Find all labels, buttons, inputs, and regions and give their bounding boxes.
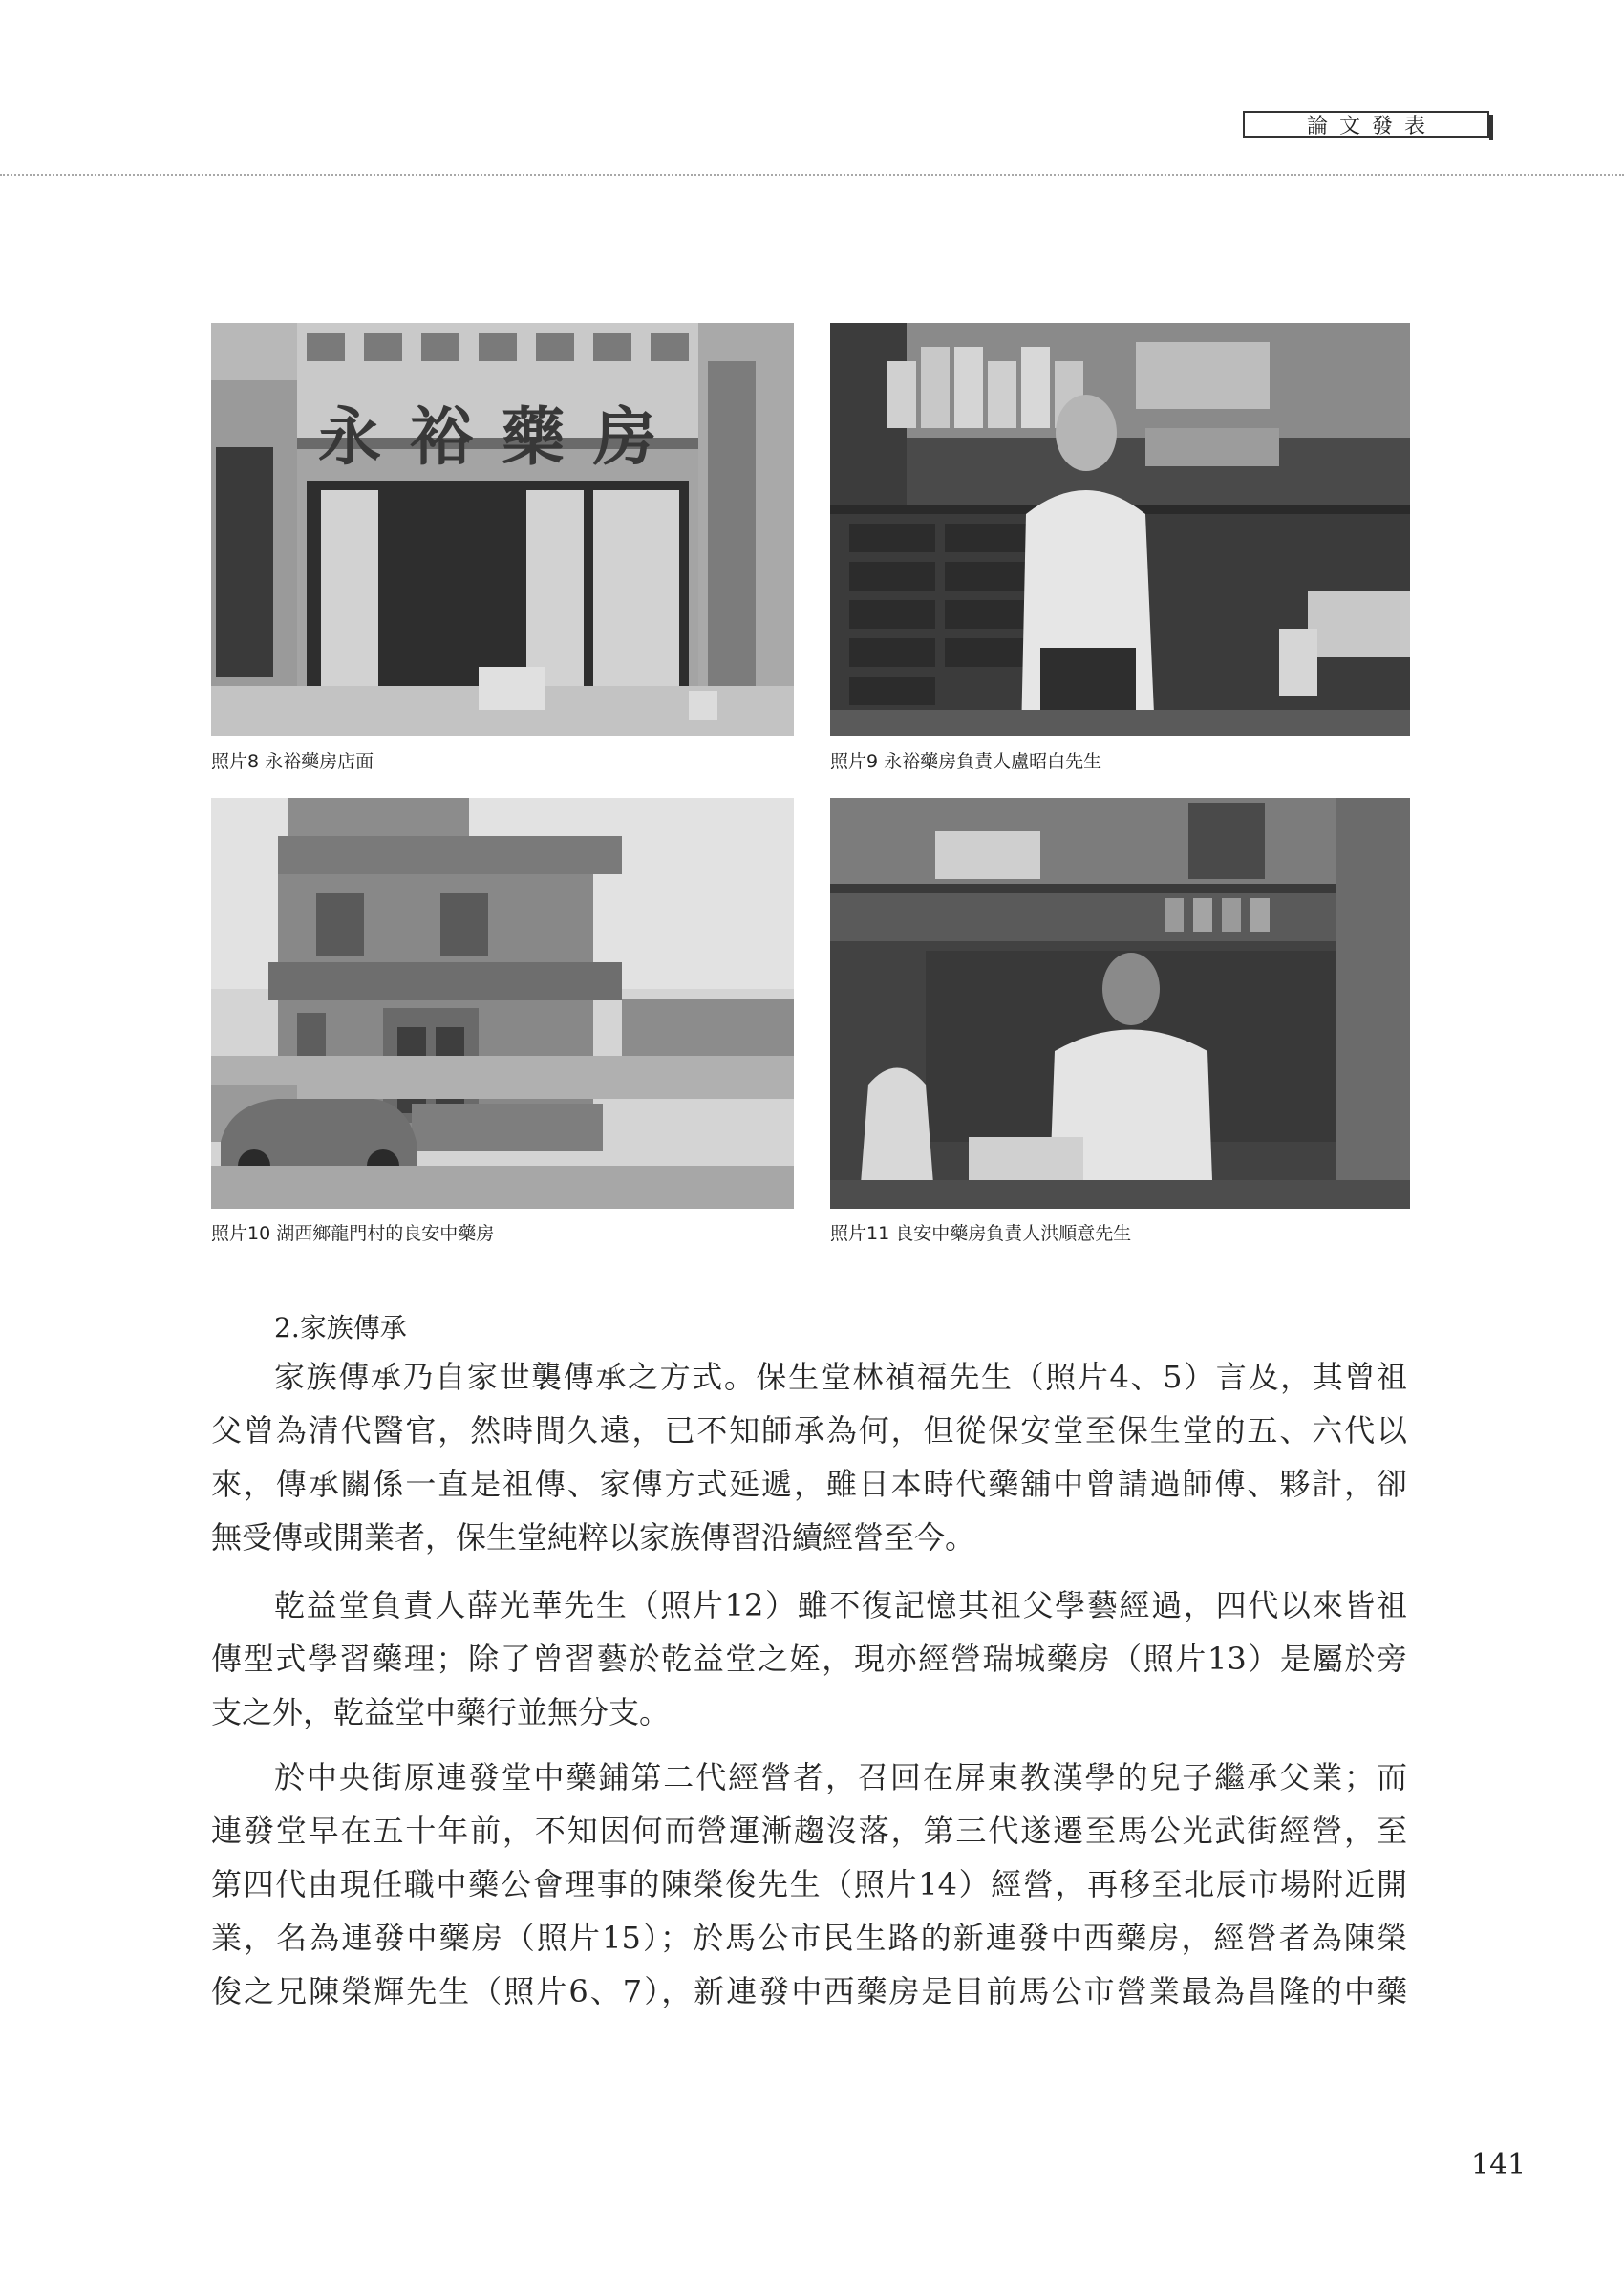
storefront-sign: 永裕藥房 xyxy=(318,399,685,474)
section-label-box xyxy=(1243,111,1489,138)
page-number: 141 xyxy=(1471,2148,1527,2181)
paragraph-3-line-5: 俊之兄陳榮輝先生（照片6、7），新連發中西藥房是目前馬公市營業最為昌隆的中藥 xyxy=(211,1973,1407,2009)
paragraph-1-line-3: 來，傳承關係一直是祖傳、家傳方式延遞，雖日本時代藥舖中曾請過師傅、夥計，卻 xyxy=(211,1466,1407,1502)
paragraph-2-line-1: 乾益堂負責人薛光華先生（照片12）雖不復記憶其祖父學藝經過，四代以來皆祖 xyxy=(274,1587,1407,1623)
photo-11-proprietor xyxy=(830,798,1410,1209)
paragraph-3-line-2: 連發堂早在五十年前，不知因何而營運漸趨沒落，第三代遂遷至馬公光武街經營，至 xyxy=(211,1813,1407,1849)
photo-11-caption: 照片11 良安中藥房負責人洪順意先生 xyxy=(830,1223,1132,1244)
paragraph-3-line-1: 於中央街原連發堂中藥鋪第二代經營者，召回在屏東教漢學的兒子繼承父業；而 xyxy=(274,1759,1407,1795)
photo-8-caption: 照片8 永裕藥房店面 xyxy=(211,751,374,772)
section-label: 論文發表 xyxy=(1306,114,1437,139)
paragraph-1-line-1: 家族傳承乃自家世襲傳承之方式。保生堂林禎福先生（照片4、5）言及，其曾祖 xyxy=(274,1359,1407,1395)
photo-9-caption: 照片9 永裕藥房負責人盧昭白先生 xyxy=(830,751,1102,772)
paragraph-3-line-3: 第四代由現任職中藥公會理事的陳榮俊先生（照片14）經營，再移至北辰市場附近開 xyxy=(211,1866,1407,1902)
paragraph-1-line-2: 父曾為清代醫官，然時間久遠，已不知師承為何，但從保安堂至保生堂的五、六代以 xyxy=(211,1412,1407,1449)
photo-8-storefront xyxy=(211,323,794,736)
paragraph-1-line-4: 無受傳或開業者，保生堂純粹以家族傳習沿續經營至今。 xyxy=(211,1519,976,1556)
photo-10-caption: 照片10 湖西鄉龍門村的良安中藥房 xyxy=(211,1223,495,1244)
paragraph-2-line-3: 支之外，乾益堂中藥行並無分支。 xyxy=(211,1694,671,1730)
paragraph-2-line-2: 傳型式學習藥理；除了曾習藝於乾益堂之姪，現亦經營瑞城藥房（照片13）是屬於旁 xyxy=(211,1641,1407,1677)
paragraph-3-line-4: 業，名為連發中藥房（照片15）；於馬公市民生路的新連發中西藥房，經營者為陳榮 xyxy=(211,1920,1407,1956)
section-heading: 2.家族傳承 xyxy=(274,1312,407,1343)
photo-9-proprietor xyxy=(830,323,1410,736)
photo-10-building xyxy=(211,798,794,1209)
header-dotted-rule xyxy=(0,174,1624,176)
